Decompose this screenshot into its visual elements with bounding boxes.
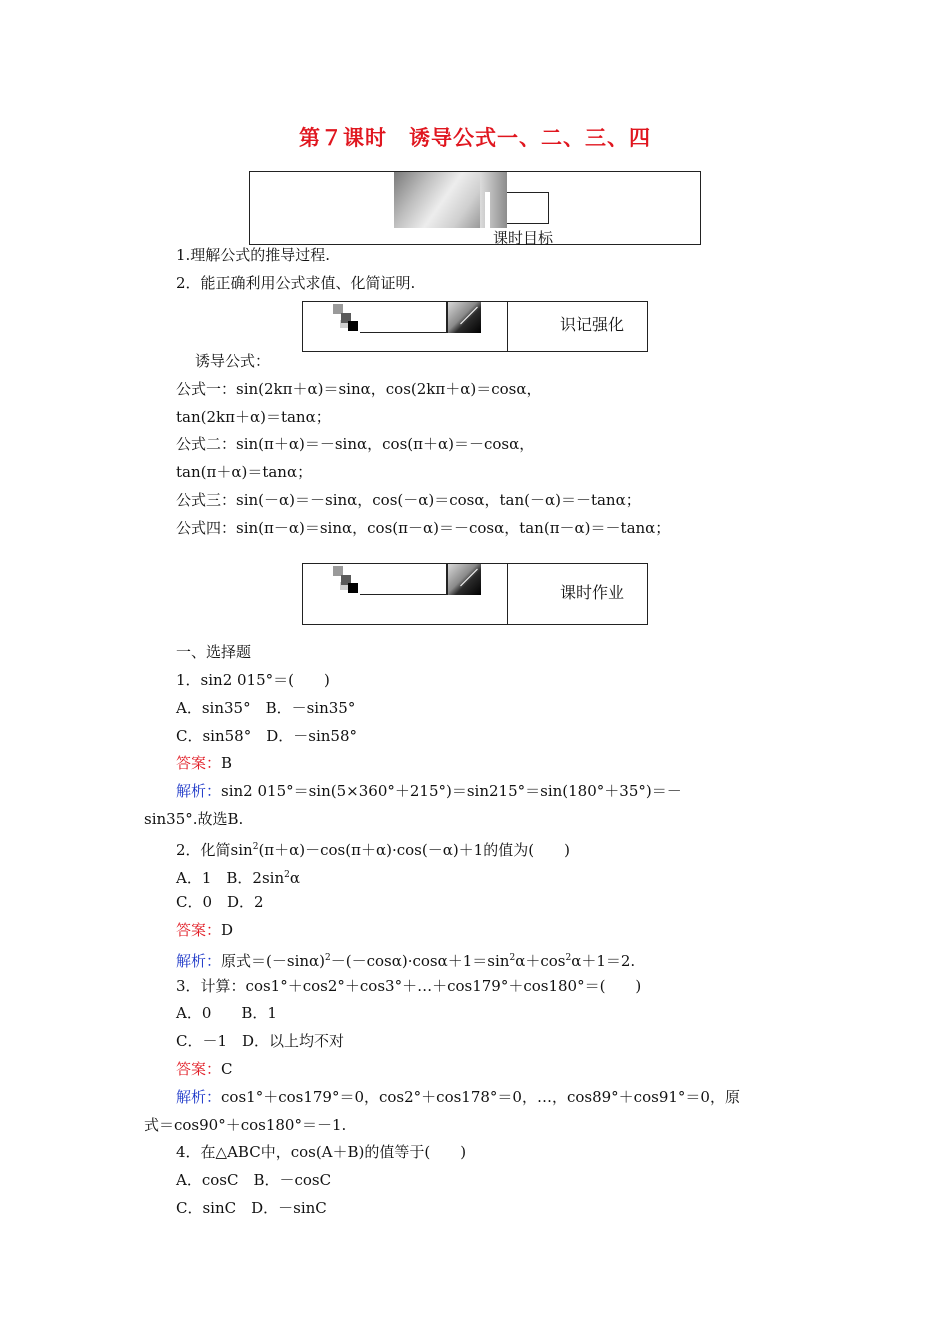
q4-options-cd: C．sinC D．－sinC bbox=[176, 1199, 327, 1217]
section-heading: 一、选择题 bbox=[176, 643, 252, 661]
explanation-label: 解析： bbox=[176, 1088, 222, 1106]
q2-stem-sup: 2 bbox=[252, 842, 259, 852]
q3-explanation bbox=[176, 1087, 740, 1107]
q4-options-ab: A．cosC B．－cosC bbox=[176, 1171, 332, 1189]
banner-square bbox=[348, 321, 358, 331]
explanation-text: sin2 015°＝sin(5×360°＋215°)＝sin215°＝sin(180°＋35°)＝－ bbox=[221, 782, 682, 800]
q2-options-ab bbox=[176, 865, 300, 888]
answer-value: B bbox=[221, 754, 233, 772]
banner-line bbox=[360, 332, 446, 333]
banner-decoration-stripe bbox=[485, 192, 490, 228]
banner-divider bbox=[507, 564, 508, 624]
q2-option-text: α bbox=[289, 869, 300, 887]
q2-stem-text: (π＋α)－cos(π＋α)·cos(－α)＋1的值为( ) bbox=[258, 841, 570, 859]
recall-heading: 识记强化 bbox=[560, 315, 625, 334]
explanation-text: －(－cosα)·cosα＋1＝sin bbox=[330, 952, 510, 970]
homework-heading: 课时作业 bbox=[560, 583, 625, 602]
q1-options-ab: A．sin35° B．－sin35° bbox=[176, 699, 356, 717]
banner-decoration bbox=[394, 172, 480, 228]
answer-label: 答案： bbox=[176, 1060, 222, 1078]
recall-banner bbox=[302, 301, 648, 352]
explanation-text: α＋1＝2. bbox=[571, 952, 636, 970]
formula-1b: tan(2kπ＋α)＝tanα； bbox=[176, 408, 331, 426]
answer-label: 答案： bbox=[176, 754, 222, 772]
banner-divider bbox=[507, 302, 508, 351]
answer-value: D bbox=[221, 921, 234, 939]
page-title: 第７课时 诱导公式一、二、三、四 bbox=[299, 125, 651, 150]
q3-options-ab: A．0 B．1 bbox=[176, 1004, 277, 1022]
formula-1a: 公式一：sin(2kπ＋α)＝sinα，cos(2kπ＋α)＝cosα， bbox=[176, 380, 542, 398]
answer-value: C bbox=[221, 1060, 233, 1078]
explanation-sup: 2 bbox=[325, 953, 331, 963]
banner-decoration-box bbox=[507, 192, 549, 224]
objectives-banner bbox=[249, 171, 701, 245]
q1-stem: 1．sin2 015°＝( ) bbox=[176, 671, 330, 689]
banner-line bbox=[360, 594, 446, 595]
q2-stem-text: 2．化简sin bbox=[176, 841, 253, 859]
q2-stem bbox=[176, 837, 570, 860]
q1-answer bbox=[176, 753, 232, 773]
q3-stem: 3．计算：cos1°＋cos2°＋cos3°＋…＋cos179°＋cos180°＝( ) bbox=[176, 977, 642, 995]
formula-2a: 公式二：sin(π＋α)＝－sinα，cos(π＋α)＝－cosα， bbox=[176, 435, 535, 453]
formulas-intro: 诱导公式： bbox=[195, 352, 271, 370]
homework-banner bbox=[302, 563, 648, 625]
objective-1: 1.理解公式的推导过程. bbox=[176, 246, 331, 264]
explanation-sup: 2 bbox=[509, 953, 516, 963]
q3-explanation-cont: 式＝cos90°＋cos180°＝－1. bbox=[144, 1116, 347, 1134]
q1-explanation-cont: sin35°.故选B. bbox=[144, 810, 244, 828]
q2-answer bbox=[176, 920, 233, 940]
q1-explanation bbox=[176, 781, 682, 801]
explanation-text: α＋cos bbox=[515, 952, 566, 970]
q2-explanation bbox=[176, 948, 635, 971]
banner-square bbox=[348, 583, 358, 593]
explanation-sup: 2 bbox=[565, 953, 572, 963]
formula-2b: tan(π＋α)＝tanα； bbox=[176, 463, 313, 481]
explanation-label: 解析： bbox=[176, 782, 222, 800]
q2-options-cd: C．0 D．2 bbox=[176, 893, 264, 911]
q2-option-text: A．1 B．2sin bbox=[176, 869, 285, 887]
objectives-heading: 课时目标 bbox=[493, 229, 554, 247]
q2-option-sup: 2 bbox=[284, 870, 290, 880]
explanation-text: cos1°＋cos179°＝0，cos2°＋cos178°＝0，…，cos89°＋cos91°＝0，原 bbox=[221, 1088, 740, 1106]
objective-2: 2．能正确利用公式求值、化简证明. bbox=[176, 274, 416, 292]
explanation-text: 原式＝(－sinα) bbox=[221, 952, 326, 970]
formula-3: 公式三：sin(－α)＝－sinα，cos(－α)＝cosα，tan(－α)＝－tanα； bbox=[176, 491, 641, 509]
explanation-label: 解析： bbox=[176, 952, 222, 970]
q4-stem: 4．在△ABC中，cos(A＋B)的值等于( ) bbox=[176, 1143, 467, 1161]
formula-4: 公式四：sin(π－α)＝sinα，cos(π－α)＝－cosα，tan(π－α)＝－tanα； bbox=[176, 519, 671, 537]
q1-options-cd: C．sin58° D．－sin58° bbox=[176, 727, 357, 745]
q3-answer bbox=[176, 1059, 233, 1079]
q3-options-cd: C．－1 D．以上均不对 bbox=[176, 1032, 345, 1050]
answer-label: 答案： bbox=[176, 921, 222, 939]
